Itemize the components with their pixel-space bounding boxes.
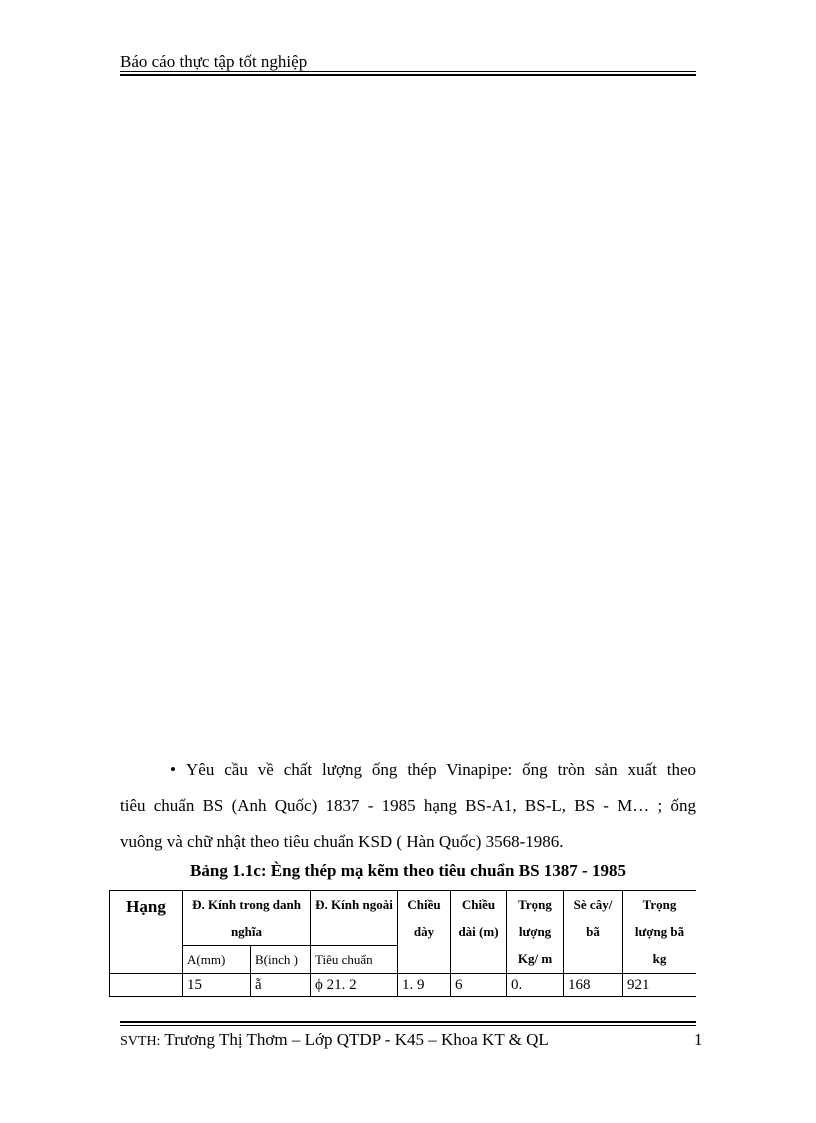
cell-b: ẵ — [251, 974, 311, 997]
header-title: Báo cáo thực tập tốt nghiệp — [120, 52, 308, 71]
header-trong-luong-bo: Trọng lượng bã kg — [623, 891, 697, 974]
subheader-b-inch: B(inch ) — [251, 946, 311, 974]
footer-text — [120, 1029, 549, 1053]
paragraph-line-2: tiêu chuẩn BS (Anh Quốc) 1837 - 1985 hạng BS-A1, BS-L, BS - M… ; ống — [120, 796, 696, 815]
cell-kg: 921 — [623, 974, 697, 997]
table-row — [110, 974, 697, 997]
cell-day: 1. 9 — [398, 974, 451, 997]
footer-svth-label: SVTH: — [120, 1034, 161, 1049]
header-chieu-day: Chiều dày — [398, 891, 451, 974]
paragraph-line-1: • Yêu cầu về chất lượng ống thép Vinapipe: ống tròn sản xuất theo — [120, 752, 696, 788]
header-hang: Hạng — [110, 891, 183, 974]
cell-a: 15 — [183, 974, 251, 997]
pipe-spec-table — [109, 890, 696, 997]
cell-cay: 168 — [564, 974, 623, 997]
footer-rule — [120, 1021, 696, 1023]
header-dk-trong: Đ. Kính trong danh nghĩa — [183, 891, 311, 946]
cell-hang — [110, 974, 183, 997]
header-so-cay: Sè cây/ bã — [564, 891, 623, 974]
cell-ngoai: ϕ 21. 2 — [311, 974, 398, 997]
page-number: 1 — [694, 1030, 703, 1049]
header-dk-ngoai: Đ. Kính ngoài — [311, 891, 398, 946]
paragraph-line-3: vuông và chữ nhật theo tiêu chuẩn KSD ( Hàn Quốc) 3568-1986. — [120, 832, 564, 851]
bullet-icon: • — [170, 760, 176, 779]
quality-paragraph — [120, 752, 696, 860]
table-container — [109, 890, 696, 1020]
header-trong-luong: Trọng lượng Kg/ m — [507, 891, 564, 974]
page-header — [120, 52, 696, 72]
subheader-a-mm: A(mm) — [183, 946, 251, 974]
header-rule-thick — [120, 74, 696, 76]
cell-kgm: 0. — [507, 974, 564, 997]
footer-author: Trương Thị Thơm – Lớp QTDP - K45 – Khoa KT & QL — [164, 1030, 549, 1049]
table-caption: Bảng 1.1c: Èng thép mạ kẽm theo tiêu chuẩn BS 1387 - 1985 — [190, 861, 626, 880]
subheader-tieu-chuan: Tiêu chuẩn — [311, 946, 398, 974]
header-rule — [120, 71, 696, 72]
footer-rule-thin — [120, 1025, 696, 1026]
cell-dai: 6 — [451, 974, 507, 997]
header-chieu-dai: Chiều dài (m) — [451, 891, 507, 974]
